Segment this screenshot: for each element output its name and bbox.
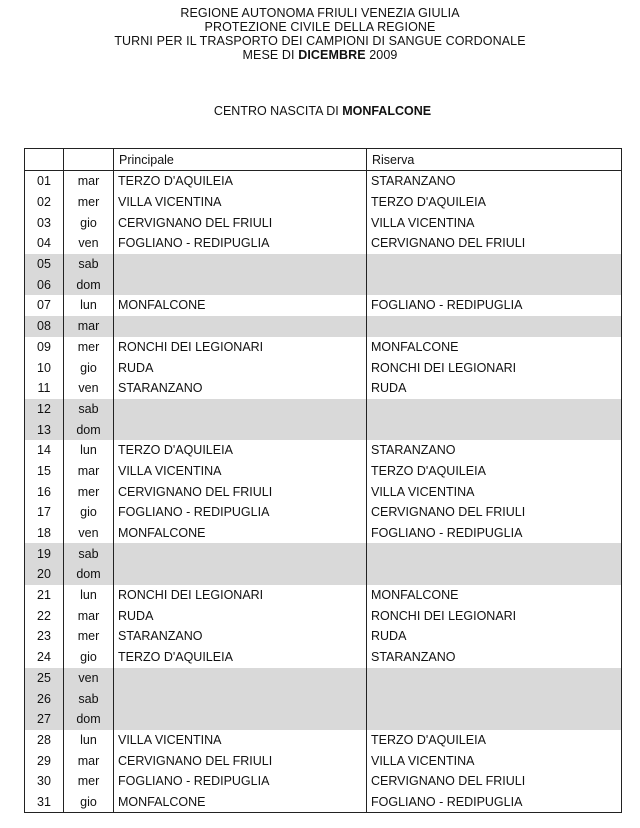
principale-cell: STARANZANO [114, 378, 367, 399]
weekday-cell: sab [64, 688, 114, 709]
day-number-cell: 26 [25, 688, 64, 709]
weekday-cell: gio [64, 792, 114, 813]
principale-cell: RUDA [114, 357, 367, 378]
riserva-cell [367, 668, 622, 689]
table-row [25, 399, 622, 420]
day-number-cell: 08 [25, 316, 64, 337]
birth-center-title [0, 104, 640, 118]
header-region: REGIONE AUTONOMA FRIULI VENEZIA GIULIA [180, 6, 460, 20]
riserva-cell: RONCHI DEI LEGIONARI [367, 357, 622, 378]
header-title: TURNI PER IL TRASPORTO DEI CAMPIONI DI SANGUE CORDONALE [114, 34, 526, 48]
weekday-cell: dom [64, 274, 114, 295]
principale-cell [114, 254, 367, 275]
riserva-cell: TERZO D'AQUILEIA [367, 730, 622, 751]
table-row [25, 316, 622, 337]
weekday-cell: mar [64, 171, 114, 192]
header-year: 2009 [365, 48, 398, 62]
riserva-cell [367, 316, 622, 337]
riserva-cell: STARANZANO [367, 647, 622, 668]
weekday-cell: gio [64, 357, 114, 378]
table-row [25, 709, 622, 730]
weekday-cell: mer [64, 771, 114, 792]
principale-cell [114, 274, 367, 295]
day-number-cell: 29 [25, 750, 64, 771]
riserva-cell: VILLA VICENTINA [367, 481, 622, 502]
riserva-cell [367, 254, 622, 275]
document-header [0, 6, 640, 62]
day-number-cell: 02 [25, 192, 64, 213]
weekday-cell: gio [64, 647, 114, 668]
weekday-cell: mar [64, 461, 114, 482]
principale-cell: CERVIGNANO DEL FRIULI [114, 750, 367, 771]
table-row [25, 171, 622, 192]
principale-cell: FOGLIANO - REDIPUGLIA [114, 233, 367, 254]
principale-cell: FOGLIANO - REDIPUGLIA [114, 771, 367, 792]
table-row [25, 668, 622, 689]
riserva-cell: MONFALCONE [367, 585, 622, 606]
weekday-cell: gio [64, 502, 114, 523]
weekday-cell: sab [64, 254, 114, 275]
principale-cell [114, 564, 367, 585]
principale-cell [114, 543, 367, 564]
day-number-cell: 18 [25, 523, 64, 544]
riserva-cell [367, 419, 622, 440]
principale-cell: VILLA VICENTINA [114, 461, 367, 482]
table-row [25, 254, 622, 275]
weekday-cell: ven [64, 523, 114, 544]
day-number-cell: 23 [25, 626, 64, 647]
column-header-day [64, 149, 114, 171]
riserva-cell: FOGLIANO - REDIPUGLIA [367, 792, 622, 813]
riserva-cell: VILLA VICENTINA [367, 212, 622, 233]
header-department: PROTEZIONE CIVILE DELLA REGIONE [204, 20, 436, 34]
riserva-cell [367, 274, 622, 295]
day-number-cell: 10 [25, 357, 64, 378]
riserva-cell: RONCHI DEI LEGIONARI [367, 605, 622, 626]
day-number-cell: 31 [25, 792, 64, 813]
principale-cell: VILLA VICENTINA [114, 192, 367, 213]
principale-cell: CERVIGNANO DEL FRIULI [114, 212, 367, 233]
day-number-cell: 13 [25, 419, 64, 440]
principale-cell: CERVIGNANO DEL FRIULI [114, 481, 367, 502]
table-row [25, 626, 622, 647]
table-row [25, 792, 622, 813]
riserva-cell: MONFALCONE [367, 337, 622, 358]
riserva-cell: CERVIGNANO DEL FRIULI [367, 502, 622, 523]
principale-cell: TERZO D'AQUILEIA [114, 647, 367, 668]
table-body [25, 171, 622, 813]
weekday-cell: ven [64, 378, 114, 399]
riserva-cell [367, 709, 622, 730]
weekday-cell: ven [64, 233, 114, 254]
shift-table [24, 148, 622, 813]
riserva-cell [367, 543, 622, 564]
table-row [25, 212, 622, 233]
principale-cell [114, 419, 367, 440]
principale-cell: RONCHI DEI LEGIONARI [114, 337, 367, 358]
principale-cell: MONFALCONE [114, 295, 367, 316]
day-number-cell: 04 [25, 233, 64, 254]
riserva-cell [367, 399, 622, 420]
weekday-cell: mer [64, 192, 114, 213]
weekday-cell: sab [64, 399, 114, 420]
header-month-line [0, 48, 640, 62]
table-row [25, 419, 622, 440]
table-row [25, 481, 622, 502]
principale-cell [114, 316, 367, 337]
table-row [25, 233, 622, 254]
day-number-cell: 16 [25, 481, 64, 502]
weekday-cell: mar [64, 750, 114, 771]
principale-cell [114, 709, 367, 730]
table-row [25, 730, 622, 751]
riserva-cell: FOGLIANO - REDIPUGLIA [367, 295, 622, 316]
riserva-cell: VILLA VICENTINA [367, 750, 622, 771]
table-row [25, 502, 622, 523]
riserva-cell: CERVIGNANO DEL FRIULI [367, 233, 622, 254]
day-number-cell: 30 [25, 771, 64, 792]
riserva-cell: CERVIGNANO DEL FRIULI [367, 771, 622, 792]
riserva-cell: TERZO D'AQUILEIA [367, 192, 622, 213]
riserva-cell: STARANZANO [367, 440, 622, 461]
riserva-cell: RUDA [367, 378, 622, 399]
table-row [25, 605, 622, 626]
column-header-riserva: Riserva [367, 149, 622, 171]
day-number-cell: 20 [25, 564, 64, 585]
birth-center-prefix: CENTRO NASCITA DI [213, 104, 343, 118]
weekday-cell: dom [64, 709, 114, 730]
table-row [25, 378, 622, 399]
table-row [25, 461, 622, 482]
weekday-cell: mar [64, 605, 114, 626]
principale-cell: STARANZANO [114, 626, 367, 647]
weekday-cell: lun [64, 440, 114, 461]
table-row [25, 647, 622, 668]
header-month-prefix: MESE DI [242, 48, 299, 62]
header-month: DICEMBRE [298, 48, 366, 62]
birth-center-name: MONFALCONE [342, 104, 432, 118]
principale-cell: MONFALCONE [114, 792, 367, 813]
day-number-cell: 17 [25, 502, 64, 523]
day-number-cell: 21 [25, 585, 64, 606]
table-row [25, 337, 622, 358]
table-row [25, 357, 622, 378]
day-number-cell: 12 [25, 399, 64, 420]
principale-cell: VILLA VICENTINA [114, 730, 367, 751]
table-row [25, 543, 622, 564]
day-number-cell: 19 [25, 543, 64, 564]
riserva-cell [367, 564, 622, 585]
weekday-cell: lun [64, 730, 114, 751]
weekday-cell: mer [64, 481, 114, 502]
riserva-cell [367, 688, 622, 709]
riserva-cell: FOGLIANO - REDIPUGLIA [367, 523, 622, 544]
riserva-cell: RUDA [367, 626, 622, 647]
table-row [25, 750, 622, 771]
weekday-cell: mar [64, 316, 114, 337]
principale-cell [114, 668, 367, 689]
day-number-cell: 15 [25, 461, 64, 482]
principale-cell: MONFALCONE [114, 523, 367, 544]
weekday-cell: mer [64, 337, 114, 358]
weekday-cell: ven [64, 668, 114, 689]
table-row [25, 523, 622, 544]
weekday-cell: sab [64, 543, 114, 564]
day-number-cell: 07 [25, 295, 64, 316]
weekday-cell: mer [64, 626, 114, 647]
day-number-cell: 09 [25, 337, 64, 358]
table-row [25, 274, 622, 295]
day-number-cell: 28 [25, 730, 64, 751]
principale-cell: RUDA [114, 605, 367, 626]
riserva-cell: TERZO D'AQUILEIA [367, 461, 622, 482]
weekday-cell: dom [64, 419, 114, 440]
day-number-cell: 25 [25, 668, 64, 689]
day-number-cell: 11 [25, 378, 64, 399]
principale-cell: TERZO D'AQUILEIA [114, 171, 367, 192]
principale-cell [114, 399, 367, 420]
principale-cell: FOGLIANO - REDIPUGLIA [114, 502, 367, 523]
table-row [25, 688, 622, 709]
column-header-principale: Principale [114, 149, 367, 171]
principale-cell: RONCHI DEI LEGIONARI [114, 585, 367, 606]
day-number-cell: 14 [25, 440, 64, 461]
day-number-cell: 03 [25, 212, 64, 233]
weekday-cell: gio [64, 212, 114, 233]
table-row [25, 295, 622, 316]
table-header-row [25, 149, 622, 171]
principale-cell [114, 688, 367, 709]
riserva-cell: STARANZANO [367, 171, 622, 192]
table-row [25, 440, 622, 461]
day-number-cell: 01 [25, 171, 64, 192]
shift-table-container [24, 148, 621, 813]
table-row [25, 192, 622, 213]
table-row [25, 771, 622, 792]
day-number-cell: 06 [25, 274, 64, 295]
day-number-cell: 27 [25, 709, 64, 730]
day-number-cell: 05 [25, 254, 64, 275]
weekday-cell: lun [64, 295, 114, 316]
table-row [25, 564, 622, 585]
weekday-cell: lun [64, 585, 114, 606]
day-number-cell: 22 [25, 605, 64, 626]
table-row [25, 585, 622, 606]
principale-cell: TERZO D'AQUILEIA [114, 440, 367, 461]
day-number-cell: 24 [25, 647, 64, 668]
weekday-cell: dom [64, 564, 114, 585]
column-header-number [25, 149, 64, 171]
